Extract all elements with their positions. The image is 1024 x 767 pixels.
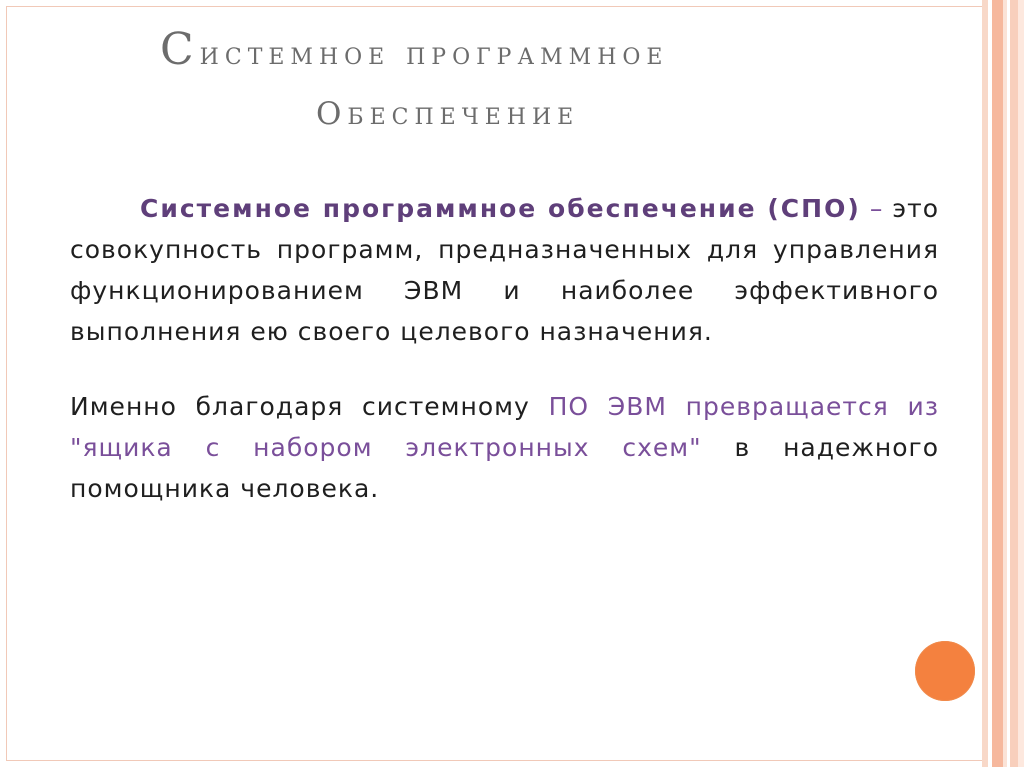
orange-circle-icon	[915, 641, 975, 701]
definition-dash: –	[869, 194, 884, 223]
slide-title	[160, 22, 860, 142]
decorative-stripe	[992, 0, 1003, 767]
explanation-text-end: в надежного помощника человека.	[70, 433, 939, 503]
slide-title-line2: обеспечение	[316, 84, 580, 135]
decorative-stripe	[1010, 0, 1018, 767]
explanation-text-start: Именно благодаря системному	[70, 392, 530, 421]
definition-text: это совокупность программ, предназначенных для управления функционированием ЭВМ и наиболее эффективного выполнения ею своего целевого назначения.	[70, 194, 940, 346]
explanation-highlight: ПО ЭВМ превращается из "ящика с набором электронных схем"	[70, 392, 939, 462]
definition-paragraph	[70, 188, 939, 352]
slide-title-line1: Системное программное	[160, 24, 669, 75]
explanation-paragraph	[70, 386, 939, 509]
definition-term: Системное программное обеспечение (СПО)	[140, 194, 861, 223]
decorative-stripe	[1018, 0, 1024, 767]
slide-body	[70, 188, 939, 509]
